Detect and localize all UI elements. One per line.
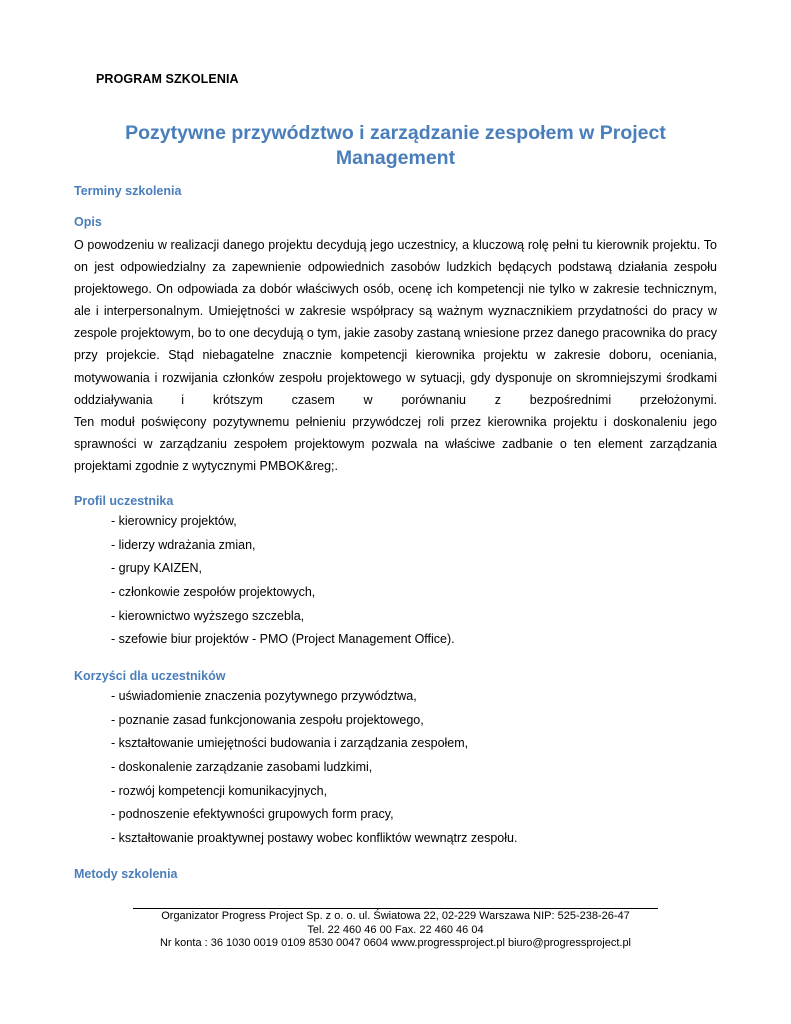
list-item: - kształtowanie proaktywnej postawy wobec konfliktów wewnątrz zespołu. — [111, 831, 518, 846]
list-item: - rozwój kompetencji komunikacyjnych, — [111, 783, 328, 798]
list-item: - poznanie zasad funkcjonowania zespołu projektowego, — [111, 712, 424, 727]
description-paragraph-2: Ten moduł poświęcony pozytywnemu pełnieniu przywódczej roli przez kierownika projektu i doskonaleniu jego sprawności w zarządzaniu zespołem projektowym pozwala na właściwe zadbanie o ten element zarządzania projektami zgodnie z wytycznymi PMBOK&reg;. — [74, 414, 717, 473]
footer-organizer: Organizator Progress Project Sp. z o. o. ul. Światowa 22, 02-229 Warszawa NIP: 525-238-26-47 — [161, 910, 630, 922]
list-item: - liderzy wdrażania zmian, — [111, 537, 256, 552]
document-title — [60, 121, 731, 171]
heading-korzysci: Korzyści dla uczestników — [74, 669, 226, 683]
title-line-1: Pozytywne przywództwo i zarządzanie zespołem w Project — [125, 122, 666, 144]
title-line-2: Management — [335, 147, 456, 169]
footer-divider — [133, 908, 658, 909]
description-body — [74, 234, 717, 477]
list-item: - podnoszenie efektywności grupowych form pracy, — [111, 807, 394, 822]
profil-list — [111, 514, 455, 656]
list-item: - kierownictwo wyższego szczebla, — [111, 608, 305, 623]
list-item: - członkowie zespołów projektowych, — [111, 585, 316, 600]
heading-terminy: Terminy szkolenia — [74, 184, 182, 198]
footer-account: Nr konta : 36 1030 0019 0109 8530 0047 0604 www.progressproject.pl biuro@progressproject.pl — [159, 937, 632, 949]
footer — [100, 910, 691, 951]
program-label: PROGRAM SZKOLENIA — [96, 72, 239, 86]
korzysci-list — [111, 689, 517, 855]
footer-contact: Tel. 22 460 46 00 Fax. 22 460 46 04 — [307, 923, 484, 936]
list-item: - uświadomienie znaczenia pozytywnego przywództwa, — [111, 689, 417, 703]
list-item: - doskonalenie zarządzanie zasobami ludzkimi, — [111, 760, 373, 775]
list-item: - kształtowanie umiejętności budowania i zarządzania zespołem, — [111, 736, 469, 751]
list-item: - kierownicy projektów, — [111, 514, 237, 528]
heading-opis: Opis — [74, 215, 102, 229]
heading-metody: Metody szkolenia — [74, 867, 178, 881]
list-item: - szefowie biur projektów - PMO (Project Management Office). — [111, 632, 455, 647]
description-paragraph-1: O powodzeniu w realizacji danego projektu decydują jego uczestnicy, a kluczową rolę pełni tu kierownik projektu. To on jest odpowiedzialny za zapewnienie odpowiednich zasobów ludzkich będących podstawą działania zespołu projektowego. On odpowiada za dobór właściwych osób, ocenę ich kompetencji nie tylko w zakresie technicznym, ale i interpersonalnym. Umiejętności w zakresie współpracy są ważnym wyznacznikiem przydatności do pracy w zespole projektowym, bo to one decydują o tym, jakie zasoby zastaną wniesione przez danego pracownika do pracy przy projekcie. Stąd niebagatelne znacznie kompetencji kierownika projektu w zakresie doboru, oceniania, motywowania i rozwijania członków zespołu projektowego w sytuacji, gdy dysponuje on skromniejszymi środkami oddziaływania i krótszym czasem w porównaniu z bezpośrednimi przełożonymi. — [74, 238, 717, 407]
heading-profil: Profil uczestnika — [74, 494, 174, 508]
list-item: - grupy KAIZEN, — [111, 561, 202, 576]
